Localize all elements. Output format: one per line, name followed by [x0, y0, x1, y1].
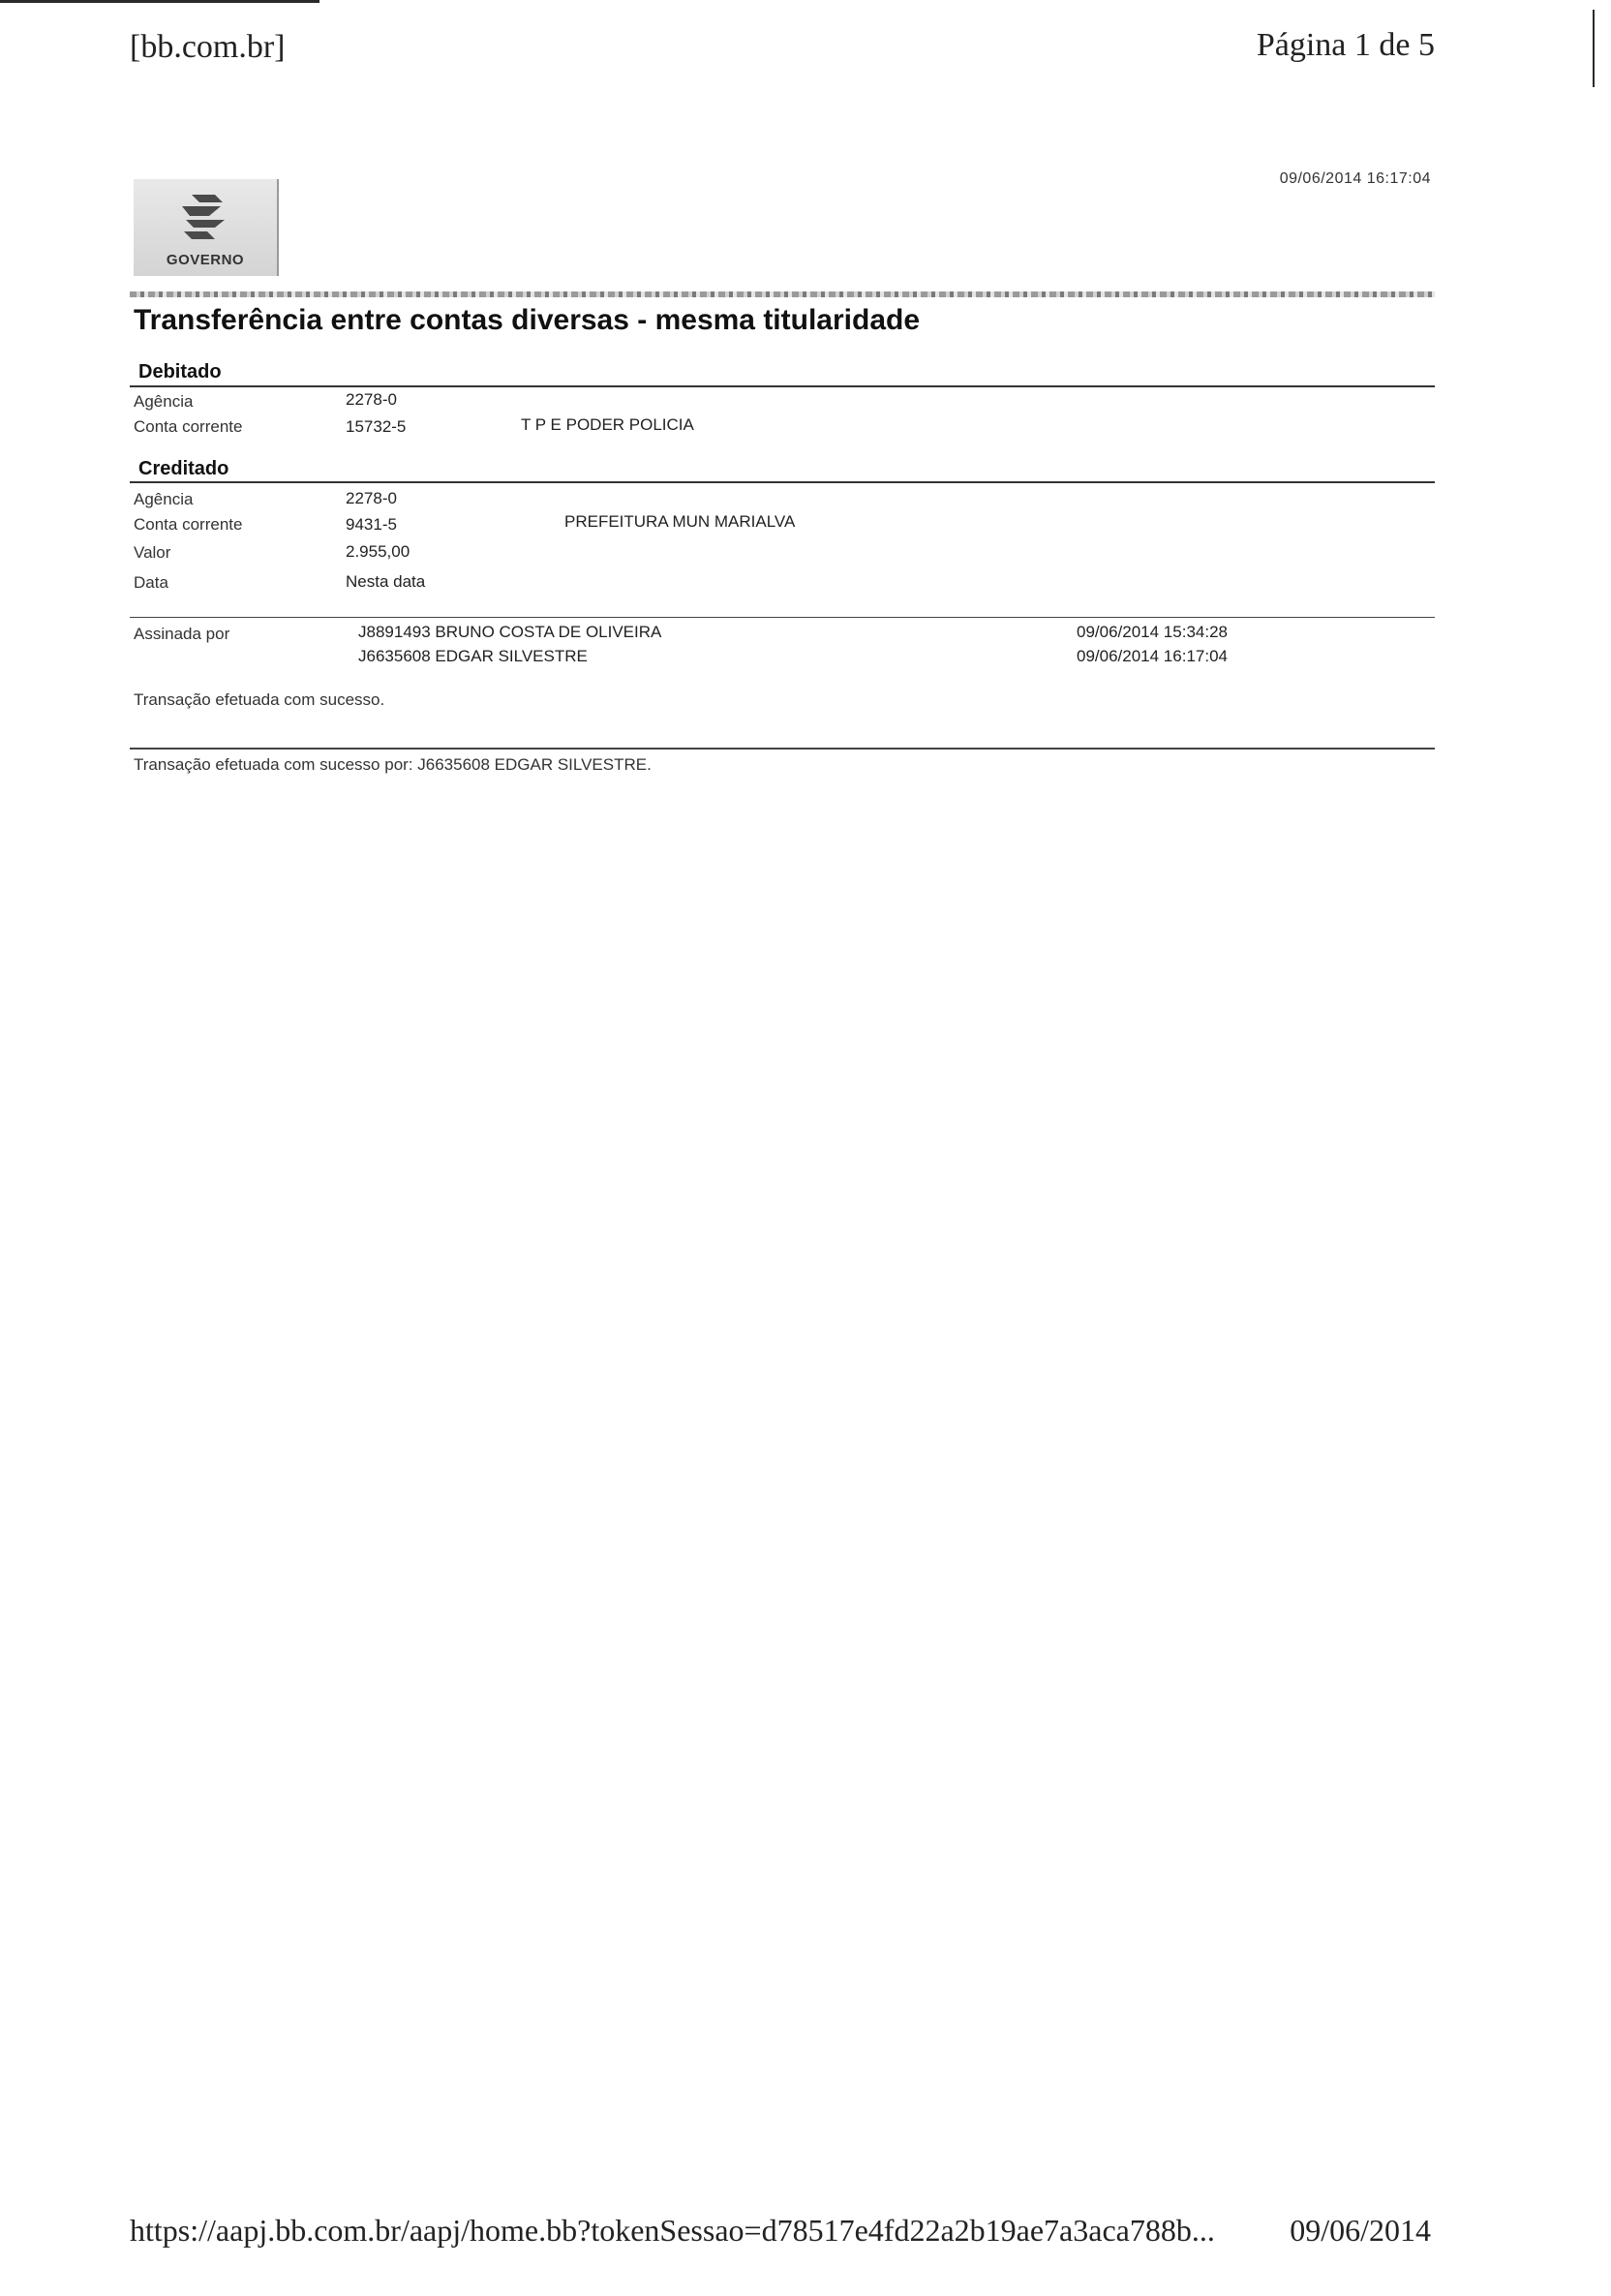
bb-logo-icon: [172, 187, 234, 245]
footer-date: 09/06/2014: [1290, 2213, 1431, 2248]
header-timestamp: 09/06/2014 16:17:04: [1279, 170, 1431, 187]
transaction-status: Transação efetuada com sucesso.: [134, 690, 385, 709]
creditado-conta-value: 9431-5: [346, 515, 397, 534]
signer-datetime: 09/06/2014 15:34:28: [1077, 623, 1228, 641]
creditado-valor-label: Valor: [134, 543, 171, 562]
creditado-heading: Creditado: [138, 458, 229, 479]
debitado-conta-value: 15732-5: [346, 417, 407, 436]
creditado-data-label: Data: [134, 573, 168, 592]
footer-url: https://aapj.bb.com.br/aapj/home.bb?tokenSessao=d78517e4fd22a2b19ae7a3aca788b...: [130, 2213, 1215, 2248]
header-divider: [130, 291, 1435, 297]
signatures-rule: [130, 617, 1435, 618]
transaction-status-footer: Transação efetuada com sucesso por: J6635608 EDGAR SILVESTRE.: [134, 755, 652, 774]
creditado-conta-label: Conta corrente: [134, 515, 243, 534]
scan-top-rule: [0, 0, 319, 3]
creditado-agencia-label: Agência: [134, 490, 194, 508]
creditado-agencia-value: 2278-0: [346, 489, 397, 507]
creditado-titular: PREFEITURA MUN MARIALVA: [564, 512, 796, 531]
header-page-number: Página 1 de 5: [1256, 27, 1435, 63]
signer-datetime: 09/06/2014 16:17:04: [1077, 647, 1228, 665]
page-title: Transferência entre contas diversas - mesma titularidade: [134, 304, 921, 336]
header-site: [bb.com.br]: [130, 29, 286, 65]
debitado-heading: Debitado: [138, 361, 222, 383]
logo-label: GOVERNO: [166, 252, 245, 268]
debitado-titular: T P E PODER POLICIA: [521, 415, 694, 434]
creditado-valor-value: 2.955,00: [346, 542, 410, 561]
debitado-agencia-value: 2278-0: [346, 390, 397, 409]
scan-right-rule: [1593, 10, 1595, 87]
debitado-conta-label: Conta corrente: [134, 417, 243, 436]
status-footer-rule: [130, 748, 1435, 750]
bank-logo: [134, 179, 279, 276]
signer-name: J6635608 EDGAR SILVESTRE: [358, 647, 588, 665]
creditado-rule: [130, 481, 1435, 483]
debitado-agencia-label: Agência: [134, 392, 194, 411]
signer-name: J8891493 BRUNO COSTA DE OLIVEIRA: [358, 623, 662, 641]
creditado-data-value: Nesta data: [346, 572, 426, 591]
signed-by-label: Assinada por: [134, 625, 230, 643]
debitado-rule: [130, 385, 1435, 387]
